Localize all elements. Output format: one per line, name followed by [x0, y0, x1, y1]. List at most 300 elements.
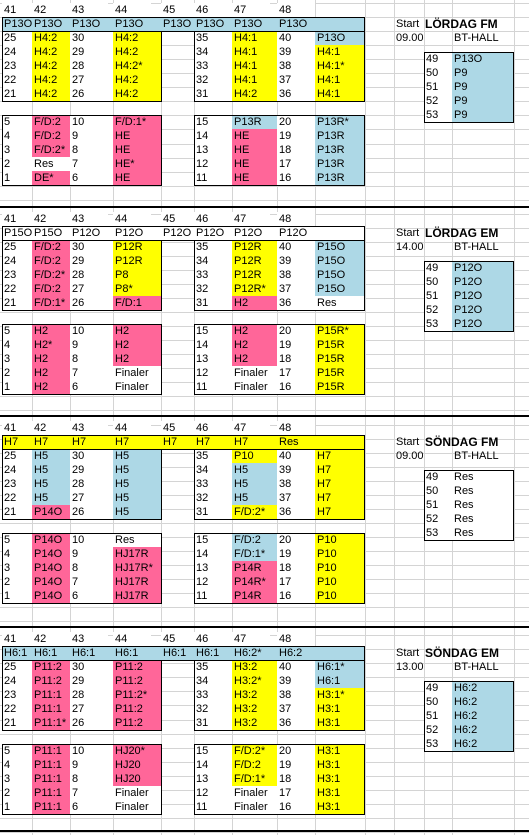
match-number[interactable]: 23: [2, 59, 32, 73]
match-number[interactable]: 20: [277, 533, 315, 547]
match-team[interactable]: HJ20: [113, 772, 161, 786]
match-number[interactable]: 12: [194, 786, 232, 800]
match-number[interactable]: 37: [277, 282, 315, 296]
hall-number[interactable]: 51: [424, 709, 452, 723]
match-team[interactable]: H4:1: [315, 87, 365, 101]
match-team[interactable]: P11:1: [32, 758, 70, 772]
match-team[interactable]: H6:1*: [315, 660, 365, 674]
match-number[interactable]: 16: [277, 589, 315, 603]
hall-number[interactable]: 52: [424, 723, 452, 737]
match-team[interactable]: P11:1: [32, 786, 70, 800]
match-team[interactable]: H5: [113, 463, 161, 477]
match-team[interactable]: HE: [232, 171, 277, 185]
match-number[interactable]: 38: [277, 59, 315, 73]
match-number[interactable]: 31: [194, 296, 232, 310]
match-team[interactable]: P12R*: [232, 282, 277, 296]
match-number[interactable]: 17: [277, 366, 315, 380]
match-team[interactable]: Finaler: [232, 380, 277, 394]
match-number[interactable]: 17: [277, 786, 315, 800]
match-team[interactable]: P11:1: [32, 744, 70, 758]
match-number[interactable]: 10: [70, 324, 113, 338]
match-number[interactable]: 33: [194, 688, 232, 702]
match-team[interactable]: Finaler: [113, 800, 161, 814]
match-number[interactable]: 36: [277, 505, 315, 519]
match-number[interactable]: 33: [194, 477, 232, 491]
match-team[interactable]: Res: [315, 296, 365, 310]
match-number[interactable]: 35: [194, 240, 232, 254]
match-team[interactable]: P11:2: [113, 716, 161, 730]
match-team[interactable]: F/D:2*: [32, 268, 70, 282]
match-number[interactable]: 36: [277, 296, 315, 310]
match-team[interactable]: H2: [32, 366, 70, 380]
match-team[interactable]: H4:1: [232, 31, 277, 45]
court-code[interactable]: P13O: [232, 17, 277, 31]
court-code[interactable]: H6:1: [161, 646, 194, 660]
court-number[interactable]: 47: [232, 632, 270, 646]
match-number[interactable]: 23: [2, 477, 32, 491]
match-team[interactable]: P14R: [232, 561, 277, 575]
match-team[interactable]: Finaler: [232, 800, 277, 814]
match-team[interactable]: H5: [32, 477, 70, 491]
hall-team[interactable]: P12O: [452, 303, 514, 317]
match-number[interactable]: 31: [194, 505, 232, 519]
match-number[interactable]: 29: [70, 463, 113, 477]
match-team[interactable]: F/D:2: [32, 282, 70, 296]
hall-number[interactable]: 49: [424, 681, 452, 695]
match-team[interactable]: P14O: [32, 505, 70, 519]
court-code[interactable]: H6:1: [70, 646, 113, 660]
match-team[interactable]: P10: [315, 575, 365, 589]
match-team[interactable]: H4:1: [315, 73, 365, 87]
match-number[interactable]: 15: [194, 115, 232, 129]
match-number[interactable]: 28: [70, 268, 113, 282]
hall-team[interactable]: P9: [452, 94, 514, 108]
match-team[interactable]: HE: [113, 143, 161, 157]
match-team[interactable]: F/D:2: [232, 758, 277, 772]
match-team[interactable]: P15O: [315, 268, 365, 282]
match-team[interactable]: Finaler: [232, 366, 277, 380]
match-team[interactable]: HJ17R: [113, 589, 161, 603]
hall-number[interactable]: 51: [424, 289, 452, 303]
hall-number[interactable]: 50: [424, 484, 452, 498]
match-number[interactable]: 28: [70, 59, 113, 73]
match-team[interactable]: H3:1*: [315, 688, 365, 702]
match-number[interactable]: 25: [2, 240, 32, 254]
match-team[interactable]: P15R*: [315, 324, 365, 338]
match-number[interactable]: 2: [2, 575, 32, 589]
match-number[interactable]: 29: [70, 45, 113, 59]
match-number[interactable]: 8: [70, 561, 113, 575]
match-team[interactable]: H4:2: [113, 31, 161, 45]
match-team[interactable]: H2: [113, 352, 161, 366]
match-number[interactable]: 39: [277, 463, 315, 477]
match-number[interactable]: 6: [70, 800, 113, 814]
match-number[interactable]: 34: [194, 254, 232, 268]
court-code[interactable]: P15O: [4, 227, 32, 239]
match-number[interactable]: 13: [194, 561, 232, 575]
match-team[interactable]: F/D:1*: [232, 547, 277, 561]
match-team[interactable]: HE: [113, 129, 161, 143]
match-team[interactable]: H5: [113, 477, 161, 491]
hall-number[interactable]: 51: [424, 80, 452, 94]
court-code[interactable]: H7: [70, 435, 113, 449]
match-number[interactable]: 18: [277, 352, 315, 366]
match-number[interactable]: 3: [2, 561, 32, 575]
match-team[interactable]: P15R: [315, 380, 365, 394]
court-number[interactable]: 46: [194, 421, 232, 435]
match-number[interactable]: 9: [70, 338, 113, 352]
match-team[interactable]: H7: [315, 463, 365, 477]
match-number[interactable]: 21: [2, 505, 32, 519]
match-team[interactable]: H2: [113, 338, 161, 352]
court-number[interactable]: 48: [277, 632, 315, 646]
match-number[interactable]: 34: [194, 674, 232, 688]
match-team[interactable]: P13R: [315, 143, 365, 157]
court-number[interactable]: 45: [161, 421, 199, 435]
hall-number[interactable]: 53: [424, 317, 452, 331]
match-team[interactable]: HJ17R: [113, 575, 161, 589]
match-number[interactable]: 10: [70, 115, 113, 129]
court-number[interactable]: 44: [113, 632, 151, 646]
match-team[interactable]: HE: [113, 171, 161, 185]
match-number[interactable]: 24: [2, 254, 32, 268]
match-team[interactable]: P15R: [315, 338, 365, 352]
match-number[interactable]: 36: [277, 87, 315, 101]
match-number[interactable]: 16: [277, 380, 315, 394]
match-number[interactable]: 31: [194, 87, 232, 101]
match-team[interactable]: F/D:1*: [32, 296, 70, 310]
court-number[interactable]: 47: [232, 3, 270, 17]
match-team[interactable]: P11:2: [32, 674, 70, 688]
match-team[interactable]: Res: [32, 157, 70, 171]
match-team[interactable]: P11:2: [32, 660, 70, 674]
match-team[interactable]: P13R: [232, 115, 277, 129]
match-team[interactable]: H5: [113, 491, 161, 505]
court-number[interactable]: 47: [232, 212, 270, 226]
match-number[interactable]: 3: [2, 352, 32, 366]
match-team[interactable]: P14O: [32, 589, 70, 603]
hall-team[interactable]: Res: [452, 526, 514, 540]
match-team[interactable]: H7: [315, 449, 365, 463]
match-team[interactable]: P11:2: [113, 660, 161, 674]
match-number[interactable]: 39: [277, 254, 315, 268]
court-code[interactable]: H6:2*: [232, 646, 277, 660]
match-number[interactable]: 22: [2, 702, 32, 716]
match-team[interactable]: H2*: [32, 338, 70, 352]
match-team[interactable]: H5: [32, 463, 70, 477]
match-number[interactable]: 27: [70, 282, 113, 296]
match-team[interactable]: H5: [113, 505, 161, 519]
match-team[interactable]: P11:1: [32, 688, 70, 702]
match-number[interactable]: 30: [70, 31, 113, 45]
match-team[interactable]: H2: [232, 296, 277, 310]
hall-number[interactable]: 50: [424, 695, 452, 709]
match-team[interactable]: H2: [232, 324, 277, 338]
match-number[interactable]: 25: [2, 449, 32, 463]
hall-team[interactable]: H6:2: [452, 681, 514, 695]
match-team[interactable]: P11:1*: [32, 716, 70, 730]
match-team[interactable]: H4:2: [32, 73, 70, 87]
match-team[interactable]: P15O: [315, 240, 365, 254]
match-number[interactable]: 29: [70, 254, 113, 268]
match-team[interactable]: P15R: [315, 352, 365, 366]
match-number[interactable]: 28: [70, 688, 113, 702]
match-number[interactable]: 2: [2, 366, 32, 380]
match-team[interactable]: P11:1: [32, 772, 70, 786]
court-code[interactable]: P12O: [70, 226, 113, 240]
hall-number[interactable]: 52: [424, 512, 452, 526]
court-code[interactable]: P12O: [232, 226, 277, 240]
match-number[interactable]: 29: [70, 674, 113, 688]
match-number[interactable]: 7: [70, 575, 113, 589]
match-number[interactable]: 15: [194, 744, 232, 758]
match-team[interactable]: H4:2: [113, 45, 161, 59]
match-number[interactable]: 4: [2, 758, 32, 772]
match-number[interactable]: 38: [277, 477, 315, 491]
match-number[interactable]: 33: [194, 268, 232, 282]
court-code[interactable]: P13O: [161, 17, 194, 31]
match-team[interactable]: H3:2: [232, 660, 277, 674]
match-number[interactable]: 17: [277, 157, 315, 171]
match-team[interactable]: Finaler: [232, 786, 277, 800]
match-team[interactable]: P12R: [232, 240, 277, 254]
match-team[interactable]: H3:1: [315, 758, 365, 772]
match-number[interactable]: 37: [277, 73, 315, 87]
court-code[interactable]: P12O: [277, 226, 365, 240]
match-team[interactable]: P10: [315, 547, 365, 561]
match-team[interactable]: DE*: [32, 171, 70, 185]
match-number[interactable]: 21: [2, 716, 32, 730]
court-code[interactable]: H6:1: [2, 646, 32, 660]
match-team[interactable]: H4:2: [113, 73, 161, 87]
court-number[interactable]: 43: [70, 212, 108, 226]
match-number[interactable]: 26: [70, 505, 113, 519]
match-number[interactable]: 6: [70, 171, 113, 185]
match-number[interactable]: 1: [2, 380, 32, 394]
match-number[interactable]: 33: [194, 59, 232, 73]
court-number[interactable]: 46: [194, 3, 232, 17]
match-team[interactable]: H4:1: [232, 73, 277, 87]
court-number[interactable]: 43: [70, 421, 108, 435]
match-team[interactable]: F/D:1: [113, 296, 161, 310]
match-team[interactable]: P14O: [32, 547, 70, 561]
match-number[interactable]: 23: [2, 268, 32, 282]
hall-team[interactable]: Res: [452, 484, 514, 498]
match-number[interactable]: 8: [70, 352, 113, 366]
match-team[interactable]: H3:2: [232, 688, 277, 702]
match-number[interactable]: 8: [70, 772, 113, 786]
court-code[interactable]: P15O: [32, 226, 70, 240]
hall-number[interactable]: 49: [424, 52, 452, 66]
match-number[interactable]: 32: [194, 73, 232, 87]
court-code[interactable]: H7: [32, 435, 70, 449]
match-number[interactable]: 4: [2, 129, 32, 143]
court-code[interactable]: P13O: [70, 17, 113, 31]
match-number[interactable]: 24: [2, 45, 32, 59]
court-code[interactable]: H7: [2, 435, 32, 449]
match-team[interactable]: P14O: [32, 575, 70, 589]
match-team[interactable]: P10: [232, 449, 277, 463]
hall-team[interactable]: Res: [452, 470, 514, 484]
court-number[interactable]: 46: [194, 632, 232, 646]
match-number[interactable]: 28: [70, 477, 113, 491]
match-number[interactable]: 27: [70, 491, 113, 505]
match-number[interactable]: 40: [277, 660, 315, 674]
hall-team[interactable]: H6:2: [452, 695, 514, 709]
match-team[interactable]: H4:2: [113, 87, 161, 101]
match-team[interactable]: H4:1: [232, 59, 277, 73]
match-number[interactable]: 12: [194, 366, 232, 380]
court-number[interactable]: 44: [113, 421, 151, 435]
match-number[interactable]: 24: [2, 674, 32, 688]
court-code[interactable]: H7: [113, 435, 161, 449]
match-team[interactable]: H5: [232, 463, 277, 477]
match-team[interactable]: P13R: [315, 129, 365, 143]
match-team[interactable]: H6:1: [315, 674, 365, 688]
match-team[interactable]: F/D:2: [32, 240, 70, 254]
match-number[interactable]: 5: [2, 324, 32, 338]
match-number[interactable]: 34: [194, 463, 232, 477]
match-number[interactable]: 13: [194, 352, 232, 366]
match-number[interactable]: 19: [277, 758, 315, 772]
match-number[interactable]: 20: [277, 115, 315, 129]
court-code[interactable]: H7: [161, 435, 194, 449]
hall-number[interactable]: 52: [424, 303, 452, 317]
match-number[interactable]: 27: [70, 73, 113, 87]
court-number[interactable]: 42: [32, 3, 70, 17]
match-team[interactable]: P14O: [32, 533, 70, 547]
match-team[interactable]: P14R: [232, 589, 277, 603]
match-team[interactable]: P15O: [315, 254, 365, 268]
match-number[interactable]: 10: [70, 533, 113, 547]
court-number[interactable]: 45: [161, 212, 199, 226]
hall-team[interactable]: P12O: [452, 261, 514, 275]
match-number[interactable]: 4: [2, 338, 32, 352]
court-number[interactable]: 42: [32, 212, 70, 226]
court-number[interactable]: 44: [113, 3, 151, 17]
court-number[interactable]: 47: [232, 421, 270, 435]
match-number[interactable]: 22: [2, 73, 32, 87]
match-team[interactable]: H4:2: [32, 59, 70, 73]
match-team[interactable]: H7: [315, 491, 365, 505]
court-number[interactable]: 45: [161, 632, 199, 646]
match-number[interactable]: 4: [2, 547, 32, 561]
match-team[interactable]: H4:2: [32, 87, 70, 101]
match-number[interactable]: 11: [194, 589, 232, 603]
match-number[interactable]: 37: [277, 491, 315, 505]
match-team[interactable]: F/D:2: [232, 533, 277, 547]
hall-number[interactable]: 49: [424, 261, 452, 275]
court-code[interactable]: P13O: [113, 17, 161, 31]
hall-number[interactable]: 50: [424, 275, 452, 289]
match-number[interactable]: 18: [277, 561, 315, 575]
match-team[interactable]: H2: [113, 324, 161, 338]
match-number[interactable]: 12: [194, 575, 232, 589]
hall-number[interactable]: 52: [424, 94, 452, 108]
match-team[interactable]: H2: [32, 380, 70, 394]
match-team[interactable]: H3:1: [315, 786, 365, 800]
match-team[interactable]: P13R: [315, 171, 365, 185]
match-number[interactable]: 22: [2, 491, 32, 505]
court-number[interactable]: 41: [2, 3, 40, 17]
match-team[interactable]: P11:1: [32, 800, 70, 814]
match-team[interactable]: H3:1: [315, 702, 365, 716]
match-team[interactable]: H3:1: [315, 744, 365, 758]
match-team[interactable]: H4:1: [232, 45, 277, 59]
hall-team[interactable]: P9: [452, 80, 514, 94]
match-number[interactable]: 14: [194, 547, 232, 561]
match-team[interactable]: H7: [315, 505, 365, 519]
match-number[interactable]: 1: [2, 589, 32, 603]
match-team[interactable]: F/D:1*: [113, 115, 161, 129]
match-team[interactable]: H4:2*: [113, 59, 161, 73]
match-team[interactable]: P11:2: [113, 674, 161, 688]
match-team[interactable]: F/D:2*: [32, 143, 70, 157]
match-number[interactable]: 14: [194, 758, 232, 772]
match-number[interactable]: 40: [277, 449, 315, 463]
match-number[interactable]: 27: [70, 702, 113, 716]
match-team[interactable]: P11:1: [32, 702, 70, 716]
court-number[interactable]: 48: [277, 421, 315, 435]
court-number[interactable]: 42: [32, 632, 70, 646]
court-code[interactable]: P13O: [4, 18, 32, 30]
court-code[interactable]: H6:1: [113, 646, 161, 660]
match-team[interactable]: H3:2*: [232, 674, 277, 688]
match-number[interactable]: 21: [2, 296, 32, 310]
match-number[interactable]: 40: [277, 31, 315, 45]
match-team[interactable]: H3:1: [315, 772, 365, 786]
match-number[interactable]: 30: [70, 240, 113, 254]
match-team[interactable]: P11:2: [113, 702, 161, 716]
match-team[interactable]: HJ20: [113, 758, 161, 772]
match-number[interactable]: 26: [70, 87, 113, 101]
hall-team[interactable]: Res: [452, 498, 514, 512]
match-number[interactable]: 39: [277, 45, 315, 59]
match-number[interactable]: 22: [2, 282, 32, 296]
court-number[interactable]: 46: [194, 212, 232, 226]
match-number[interactable]: 7: [70, 786, 113, 800]
match-number[interactable]: 38: [277, 268, 315, 282]
match-number[interactable]: 31: [194, 716, 232, 730]
court-number[interactable]: 44: [113, 212, 151, 226]
match-team[interactable]: H5: [232, 477, 277, 491]
court-code[interactable]: H7: [194, 435, 232, 449]
match-team[interactable]: P14R*: [232, 575, 277, 589]
match-number[interactable]: 2: [2, 157, 32, 171]
match-number[interactable]: 13: [194, 143, 232, 157]
match-number[interactable]: 3: [2, 143, 32, 157]
match-number[interactable]: 16: [277, 800, 315, 814]
match-number[interactable]: 20: [277, 324, 315, 338]
match-number[interactable]: 23: [2, 688, 32, 702]
match-team[interactable]: P13R: [315, 157, 365, 171]
match-team[interactable]: P13R*: [315, 115, 365, 129]
hall-number[interactable]: 53: [424, 108, 452, 122]
match-number[interactable]: 40: [277, 240, 315, 254]
match-team[interactable]: P10: [315, 589, 365, 603]
court-code[interactable]: Res: [277, 435, 365, 449]
match-number[interactable]: 24: [2, 463, 32, 477]
match-team[interactable]: Finaler: [113, 366, 161, 380]
match-number[interactable]: 7: [70, 366, 113, 380]
court-number[interactable]: 48: [277, 3, 315, 17]
court-number[interactable]: 45: [161, 3, 199, 17]
match-number[interactable]: 25: [2, 660, 32, 674]
match-team[interactable]: HE*: [113, 157, 161, 171]
match-number[interactable]: 8: [70, 143, 113, 157]
court-number[interactable]: 48: [277, 212, 315, 226]
match-number[interactable]: 25: [2, 31, 32, 45]
